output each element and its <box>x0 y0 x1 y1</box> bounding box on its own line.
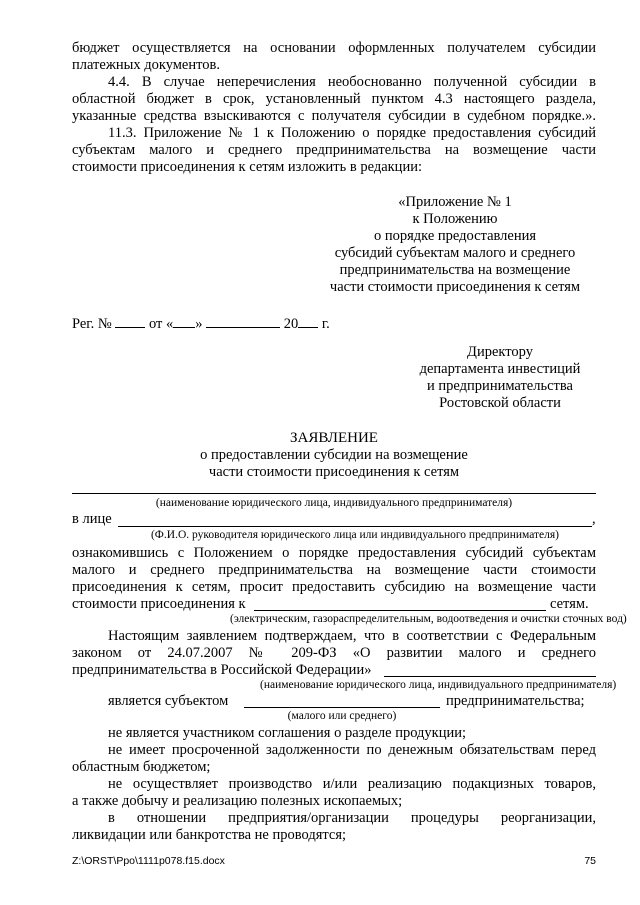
body-line: субъектам малого и среднего предпринимательства на возмещение части <box>72 142 596 158</box>
reg-year-suffix: г. <box>321 316 330 332</box>
field-hint: (малого или среднего) <box>287 710 397 722</box>
appendix-line: субсидий субъектам малого и среднего <box>334 245 576 261</box>
appendix-line: о порядке предоставления <box>373 228 537 244</box>
company-name-field[interactable] <box>384 676 596 677</box>
statement-subtitle: части стоимости присоединения к сетям <box>208 464 460 480</box>
reg-date-label: от « <box>148 316 174 332</box>
field-hint: (электрическим, газораспределительным, водоотведения и очистки сточных вод) <box>230 613 627 625</box>
body-line: является субъектом <box>108 693 229 709</box>
footer-file-path: Z:\ORST\Ppo\1111p078.f15.docx <box>72 855 225 867</box>
registration-line <box>72 314 330 333</box>
director-name-field[interactable] <box>118 526 592 527</box>
body-line: законом от 24.07.2007 № 209-ФЗ «О развитии малого и среднего <box>72 645 596 661</box>
condition-line: не осуществляет производство и/или реализацию подакцизных товаров, <box>108 776 596 792</box>
addressee-line: Ростовской области <box>439 395 561 411</box>
body-line: указанные средства взыскиваются с получателя субсидии в судебном порядке.». <box>72 108 596 124</box>
body-line: платежных документов. <box>72 57 220 73</box>
page-number: 75 <box>584 855 596 867</box>
condition-line: не имеет просроченной задолженности по денежным обязательствам перед <box>108 742 596 758</box>
reg-number-label: Рег. № <box>72 316 112 332</box>
field-hint: (наименование юридического лица, индивидуального предпринимателя) <box>260 679 617 691</box>
field-hint: (Ф.И.О. руководителя юридического лица или индивидуального предпринимателя) <box>150 529 560 541</box>
body-line: областной бюджет в срок, установленный пунктом 4.3 настоящего раздела, <box>72 91 596 107</box>
condition-line: областным бюджетом; <box>72 759 211 775</box>
field-hint: (наименование юридического лица, индивидуального предпринимателя) <box>155 497 513 509</box>
condition-line: не является участником соглашения о разделе продукции; <box>108 725 467 741</box>
in-person-label: в лице <box>72 511 112 527</box>
body-line: бюджет осуществляется на основании оформленных получателем субсидии <box>72 40 596 56</box>
reg-year-field[interactable] <box>298 314 318 328</box>
body-line: малого и среднего предпринимательства на возмещение части стоимости <box>72 562 596 578</box>
reg-month-field[interactable] <box>206 314 280 328</box>
body-line: предпринимательства; <box>446 693 585 709</box>
statement-subtitle: о предоставлении субсидии на возмещение <box>200 447 468 463</box>
statement-title: ЗАЯВЛЕНИЕ <box>290 430 378 446</box>
body-line: присоединения к сетям, просит предоставить субсидию на возмещение части <box>72 579 596 595</box>
body-line: стоимости присоединения к сетям изложить в редакции: <box>72 159 422 175</box>
addressee-line: и предпринимательства <box>427 378 573 394</box>
body-line: 4.4. В случае неперечисления необоснованно полученной субсидии в <box>108 74 596 90</box>
comma: , <box>592 511 596 527</box>
reg-quote-close: » <box>195 316 203 332</box>
addressee-line: Директору <box>467 344 533 360</box>
condition-line: а также добычу и реализацию полезных ископаемых; <box>72 793 403 809</box>
reg-number-field[interactable] <box>115 314 145 328</box>
condition-line: в отношении предприятия/организации процедуры реорганизации, <box>108 810 596 826</box>
reg-year-prefix: 20 <box>283 316 299 332</box>
network-type-field[interactable] <box>254 610 546 611</box>
body-line: Настоящим заявлением подтверждаем, что в соответствии с Федеральным <box>108 628 596 644</box>
body-line: 11.3. Приложение № 1 к Положению о порядке предоставления субсидий <box>108 125 596 141</box>
applicant-name-field[interactable] <box>72 493 596 494</box>
appendix-line: к Положению <box>412 211 498 227</box>
body-line: ознакомившись с Положением о порядке предоставления субсидий субъектам <box>72 545 596 561</box>
body-line: стоимости присоединения к <box>72 596 246 612</box>
addressee-line: департамента инвестиций <box>419 361 581 377</box>
appendix-line: предпринимательства на возмещение <box>339 262 571 278</box>
business-size-field[interactable] <box>244 707 440 708</box>
body-line: предпринимательства в Российской Федерации» <box>72 662 372 678</box>
condition-line: ликвидации или банкротства не проводятся; <box>72 827 347 843</box>
appendix-line: части стоимости присоединения к сетям <box>329 279 581 295</box>
appendix-title: «Приложение № 1 <box>398 194 512 210</box>
body-line: сетям. <box>550 596 589 612</box>
reg-day-field[interactable] <box>173 314 195 328</box>
